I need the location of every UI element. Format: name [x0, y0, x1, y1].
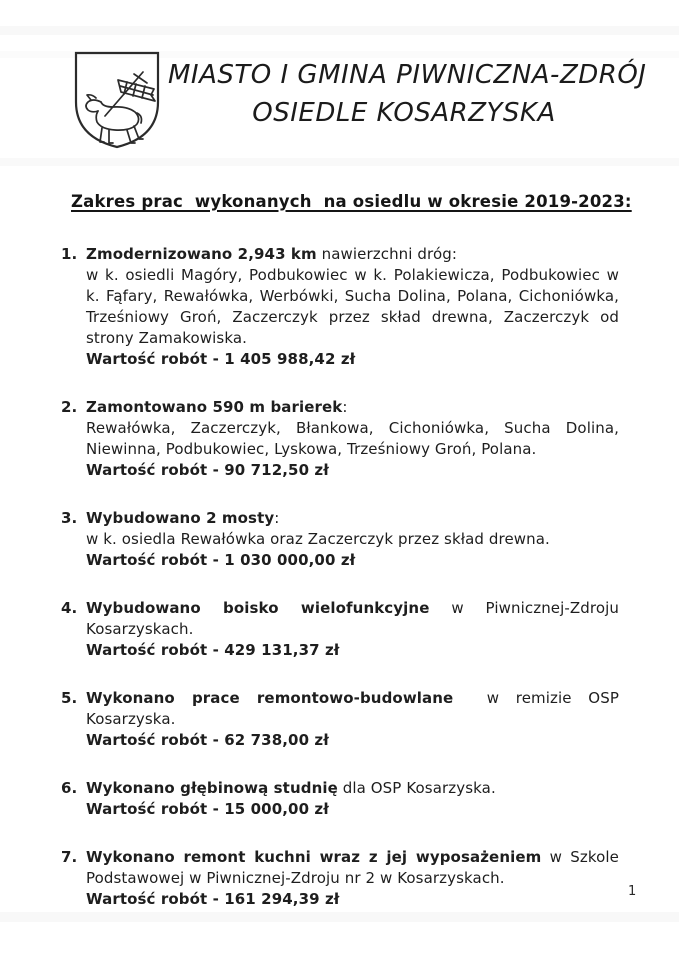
item-title: [86, 244, 619, 265]
item-description: w k. osiedli Magóry, Podbukowiec w k. Polakiewicza, Podbukowiec w k. Fąfary, Rewałówka, Werbówki, Sucha Dolina, Polana, Cichoniówka, Trześniowy Groń, Zaczerczyk przez skład drewna, Zaczerczyk od strony Zamakowiska.: [86, 266, 619, 347]
item-title-rest: :: [342, 398, 348, 416]
item-title-bold: Wykonano remont kuchni wraz z jej wyposażeniem: [86, 848, 542, 866]
item-value: Wartość robót - 15 000,00 zł: [86, 800, 329, 818]
item-title-bold: Wykonano prace remontowo-budowlane: [86, 689, 454, 707]
item-content: [86, 847, 624, 910]
work-item-4: [61, 598, 624, 661]
item-title: [86, 397, 619, 418]
scan-artifact-band: [0, 26, 679, 35]
item-title-rest: nawierzchni dróg:: [316, 245, 458, 263]
work-item-5: [61, 688, 624, 751]
item-title: [86, 847, 624, 889]
item-number: 4.: [61, 599, 78, 617]
item-number: 6.: [61, 779, 78, 797]
item-title: [86, 508, 619, 529]
work-list: [61, 244, 624, 937]
item-title: [86, 598, 624, 640]
work-item-1: [61, 244, 619, 370]
item-value: Wartość robót - 161 294,39 zł: [86, 890, 340, 908]
item-title-rest: dla OSP Kosarzyska.: [337, 779, 496, 797]
document-title: [168, 56, 647, 132]
section-heading: Zakres prac wykonanych na osiedlu w okresie 2019-2023:: [71, 192, 632, 211]
item-value: Wartość robót - 429 131,37 zł: [86, 641, 340, 659]
work-item-6: [61, 778, 619, 820]
item-value: Wartość robót - 90 712,50 zł: [86, 461, 329, 479]
item-title: [86, 778, 619, 799]
item-title-rest: :: [274, 509, 280, 527]
item-content: [86, 397, 619, 481]
coat-of-arms-icon: [71, 50, 163, 150]
item-title-bold: Wybudowano 2 mosty: [86, 509, 275, 527]
item-value: Wartość robót - 1 405 988,42 zł: [86, 350, 356, 368]
work-item-3: [61, 508, 619, 571]
work-item-7: [61, 847, 624, 910]
item-title-bold: Zamontowano 590 m barierek: [86, 398, 343, 416]
page-number: 1: [628, 884, 637, 899]
item-title-rest: w remizie OSP Kosarzyska.: [86, 689, 624, 728]
item-content: [86, 244, 619, 370]
title-line-1: MIASTO I GMINA PIWNICZNA-ZDRÓJ: [168, 60, 647, 90]
scan-artifact-band: [0, 158, 679, 166]
item-title-rest: w Piwnicznej-Zdroju Kosarzyskach.: [86, 599, 624, 638]
item-number: 3.: [61, 509, 78, 527]
item-number: 2.: [61, 398, 78, 416]
item-number: 5.: [61, 689, 78, 707]
title-line-2: OSIEDLE KOSARZYSKA: [252, 98, 556, 128]
item-value: Wartość robót - 62 738,00 zł: [86, 731, 329, 749]
item-number: 1.: [61, 245, 78, 263]
item-title: [86, 688, 624, 730]
item-value: Wartość robót - 1 030 000,00 zł: [86, 551, 356, 569]
item-content: [86, 778, 619, 820]
item-description: Rewałówka, Zaczerczyk, Błankowa, Cichoniówka, Sucha Dolina, Niewinna, Podbukowiec, Lyskowa, Trześniowy Groń, Polana.: [86, 419, 619, 458]
item-content: [86, 508, 619, 571]
item-description: w k. osiedla Rewałówka oraz Zaczerczyk przez skład drewna.: [86, 530, 550, 548]
item-title-rest: w Szkole Podstawowej w Piwnicznej-Zdroju nr 2 w Kosarzyskach.: [86, 848, 624, 887]
item-title-bold: Wykonano głębinową studnię: [86, 779, 338, 797]
item-content: [86, 688, 624, 751]
item-title-bold: Zmodernizowano 2,943 km: [86, 245, 317, 263]
work-item-2: [61, 397, 619, 481]
item-title-bold: Wybudowano boisko wielofunkcyjne: [86, 599, 430, 617]
item-number: 7.: [61, 848, 78, 866]
item-content: [86, 598, 624, 661]
